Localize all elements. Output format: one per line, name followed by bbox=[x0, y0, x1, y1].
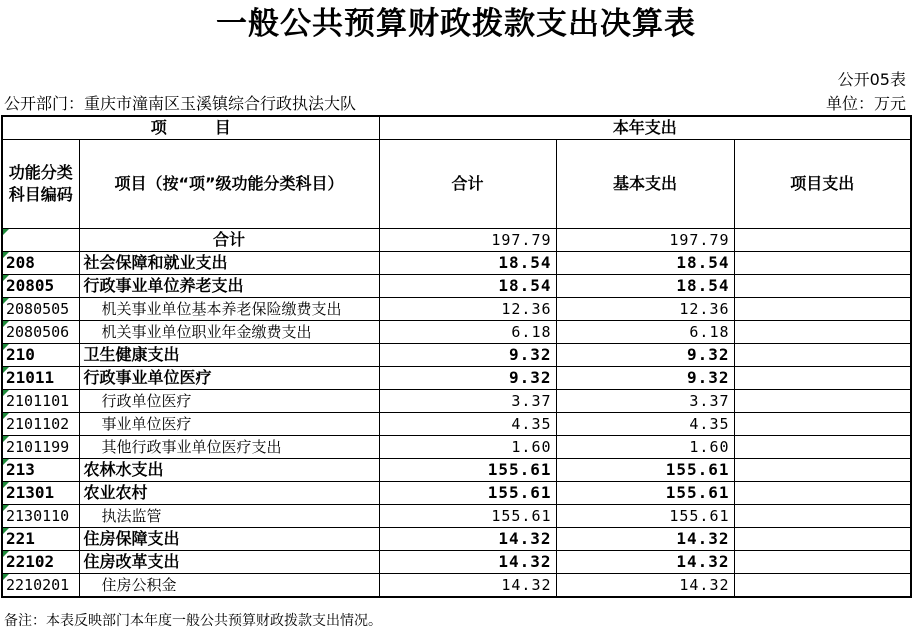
header-func-code: 功能分类科目编码 bbox=[2, 140, 79, 229]
row-basic-text: 14.32 bbox=[679, 576, 730, 594]
expenditure-table bbox=[1, 115, 912, 598]
row-basic-text: 9.32 bbox=[686, 368, 730, 387]
header-total: 合计 bbox=[379, 140, 556, 229]
row-project bbox=[734, 367, 911, 390]
row-basic bbox=[556, 505, 734, 528]
row-basic-text: 18.54 bbox=[676, 253, 730, 272]
row-basic-text: 1.60 bbox=[689, 438, 730, 456]
row-code bbox=[2, 344, 79, 367]
row-basic bbox=[556, 344, 734, 367]
row-code-text: 2101102 bbox=[6, 415, 70, 433]
row-code-text: 2101199 bbox=[6, 438, 70, 456]
table-row bbox=[2, 459, 911, 482]
row-basic-text: 155.61 bbox=[669, 507, 730, 525]
row-code bbox=[2, 298, 79, 321]
row-basic-text: 6.18 bbox=[689, 323, 730, 341]
row-name-text: 行政事业单位医疗 bbox=[83, 368, 212, 387]
row-name-text: 农业农村 bbox=[83, 483, 148, 502]
table-row bbox=[2, 298, 911, 321]
cell-marker-icon bbox=[3, 229, 9, 235]
row-code bbox=[2, 413, 79, 436]
table-row bbox=[2, 528, 911, 551]
row-name bbox=[79, 275, 379, 298]
row-total bbox=[379, 528, 556, 551]
row-basic bbox=[556, 459, 734, 482]
row-code-text: 210 bbox=[6, 345, 35, 364]
table-row bbox=[2, 505, 911, 528]
table-row bbox=[2, 574, 911, 598]
row-name-text: 住房改革支出 bbox=[83, 552, 180, 571]
row-project bbox=[734, 482, 911, 505]
row-total-text: 18.54 bbox=[498, 253, 552, 272]
row-code bbox=[2, 482, 79, 505]
row-code bbox=[2, 505, 79, 528]
row-name-text: 事业单位医疗 bbox=[101, 415, 192, 433]
cell-marker-icon bbox=[3, 528, 9, 534]
footnote: 备注：本表反映部门本年度一般公共预算财政拨款支出情况。 bbox=[4, 613, 382, 629]
row-code bbox=[2, 528, 79, 551]
row-total bbox=[379, 321, 556, 344]
row-basic-text: 14.32 bbox=[676, 529, 730, 548]
row-basic-text: 155.61 bbox=[665, 460, 730, 479]
row-project bbox=[734, 459, 911, 482]
cell-marker-icon bbox=[3, 505, 9, 511]
row-name bbox=[79, 459, 379, 482]
cell-marker-icon bbox=[3, 321, 9, 327]
row-project bbox=[734, 505, 911, 528]
unit-label: 单位：万元 bbox=[825, 94, 906, 113]
row-code-text: 2130110 bbox=[6, 507, 70, 525]
cell-marker-icon bbox=[3, 275, 9, 281]
table-row bbox=[2, 482, 911, 505]
row-code bbox=[2, 275, 79, 298]
row-project bbox=[734, 252, 911, 275]
row-name bbox=[79, 390, 379, 413]
row-total bbox=[379, 367, 556, 390]
row-total bbox=[379, 459, 556, 482]
row-name-text: 机关事业单位职业年金缴费支出 bbox=[101, 323, 312, 341]
row-basic bbox=[556, 528, 734, 551]
row-name bbox=[79, 436, 379, 459]
cell-marker-icon bbox=[3, 436, 9, 442]
cell-marker-icon bbox=[3, 551, 9, 557]
row-project bbox=[734, 413, 911, 436]
row-code-text: 20805 bbox=[6, 276, 55, 295]
row-project bbox=[734, 436, 911, 459]
row-name bbox=[79, 367, 379, 390]
row-total bbox=[379, 275, 556, 298]
row-total-text: 9.32 bbox=[508, 368, 552, 387]
row-total bbox=[379, 252, 556, 275]
header-project: 项 目 bbox=[2, 116, 379, 140]
row-basic-text: 12.36 bbox=[679, 300, 730, 318]
row-code bbox=[2, 436, 79, 459]
row-basic-text: 3.37 bbox=[689, 392, 730, 410]
row-code-text: 22102 bbox=[6, 552, 55, 571]
row-name-text: 行政单位医疗 bbox=[101, 392, 192, 410]
table-row bbox=[2, 551, 911, 574]
row-basic-text: 14.32 bbox=[676, 552, 730, 571]
row-project bbox=[734, 551, 911, 574]
row-total-text: 9.32 bbox=[508, 345, 552, 364]
row-project bbox=[734, 574, 911, 598]
row-name bbox=[79, 482, 379, 505]
row-name bbox=[79, 528, 379, 551]
cell-marker-icon bbox=[3, 413, 9, 419]
row-code bbox=[2, 574, 79, 598]
row-basic bbox=[556, 436, 734, 459]
row-project bbox=[734, 298, 911, 321]
table-row bbox=[2, 413, 911, 436]
row-code bbox=[2, 551, 79, 574]
header-project-exp: 项目支出 bbox=[734, 140, 911, 229]
row-total-text: 155.61 bbox=[491, 507, 552, 525]
row-code-text: 221 bbox=[6, 529, 35, 548]
header-basic: 基本支出 bbox=[556, 140, 734, 229]
row-total-text: 4.35 bbox=[511, 415, 552, 433]
row-basic-text: 4.35 bbox=[689, 415, 730, 433]
row-name-text: 社会保障和就业支出 bbox=[83, 253, 228, 272]
table-row bbox=[2, 275, 911, 298]
row-code-text: 213 bbox=[6, 460, 35, 479]
row-total-text: 155.61 bbox=[487, 460, 552, 479]
row-code-text: 2210201 bbox=[6, 576, 70, 594]
row-project bbox=[734, 390, 911, 413]
row-name-text: 卫生健康支出 bbox=[83, 345, 180, 364]
table-row bbox=[2, 390, 911, 413]
row-name bbox=[79, 505, 379, 528]
row-code-text: 2101101 bbox=[6, 392, 70, 410]
row-name-text: 机关事业单位基本养老保险缴费支出 bbox=[101, 300, 342, 318]
cell-marker-icon bbox=[3, 390, 9, 396]
row-code bbox=[2, 252, 79, 275]
row-total-text: 14.32 bbox=[501, 576, 552, 594]
row-total-text: 6.18 bbox=[511, 323, 552, 341]
row-total bbox=[379, 413, 556, 436]
total-total: 197.79 bbox=[379, 229, 556, 252]
row-name-text: 农林水支出 bbox=[83, 460, 164, 479]
row-basic bbox=[556, 574, 734, 598]
row-total bbox=[379, 574, 556, 598]
row-total bbox=[379, 482, 556, 505]
total-project bbox=[734, 229, 911, 252]
row-total-text: 14.32 bbox=[498, 552, 552, 571]
row-name-text: 执法监管 bbox=[101, 507, 162, 525]
row-code-text: 2080506 bbox=[6, 323, 70, 341]
row-total-text: 14.32 bbox=[498, 529, 552, 548]
row-total bbox=[379, 344, 556, 367]
cell-marker-icon bbox=[3, 344, 9, 350]
row-total bbox=[379, 390, 556, 413]
total-code-cell bbox=[2, 229, 79, 252]
row-name bbox=[79, 252, 379, 275]
row-basic bbox=[556, 298, 734, 321]
row-total-text: 155.61 bbox=[487, 483, 552, 502]
row-basic bbox=[556, 367, 734, 390]
table-row bbox=[2, 321, 911, 344]
row-name bbox=[79, 321, 379, 344]
row-project bbox=[734, 528, 911, 551]
header-item-name: 项目（按“项”级功能分类科目） bbox=[79, 140, 379, 229]
cell-marker-icon bbox=[3, 252, 9, 258]
department-label: 公开部门：重庆市潼南区玉溪镇综合行政执法大队 bbox=[4, 94, 357, 113]
row-total-text: 3.37 bbox=[511, 392, 552, 410]
row-name bbox=[79, 413, 379, 436]
row-basic bbox=[556, 482, 734, 505]
row-code-text: 208 bbox=[6, 253, 35, 272]
row-code bbox=[2, 459, 79, 482]
row-total bbox=[379, 298, 556, 321]
row-code-text: 21011 bbox=[6, 368, 55, 387]
row-name bbox=[79, 551, 379, 574]
table-row bbox=[2, 436, 911, 459]
row-name-text: 住房保障支出 bbox=[83, 529, 180, 548]
cell-marker-icon bbox=[3, 367, 9, 373]
row-basic-text: 9.32 bbox=[686, 345, 730, 364]
row-name bbox=[79, 298, 379, 321]
row-name bbox=[79, 574, 379, 598]
row-code-text: 2080505 bbox=[6, 300, 70, 318]
cell-marker-icon bbox=[3, 574, 9, 580]
cell-marker-icon bbox=[3, 459, 9, 465]
total-label: 合计 bbox=[79, 229, 379, 252]
row-basic bbox=[556, 321, 734, 344]
row-code bbox=[2, 367, 79, 390]
row-code bbox=[2, 390, 79, 413]
row-basic bbox=[556, 275, 734, 298]
row-code bbox=[2, 321, 79, 344]
table-row bbox=[2, 344, 911, 367]
cell-marker-icon bbox=[3, 298, 9, 304]
cell-marker-icon bbox=[3, 482, 9, 488]
row-basic-text: 18.54 bbox=[676, 276, 730, 295]
row-total-text: 18.54 bbox=[498, 276, 552, 295]
form-number: 公开05表 bbox=[837, 70, 906, 89]
report-title: 一般公共预算财政拨款支出决算表 bbox=[216, 6, 696, 42]
row-code-text: 21301 bbox=[6, 483, 55, 502]
row-basic bbox=[556, 390, 734, 413]
row-basic bbox=[556, 551, 734, 574]
row-basic bbox=[556, 413, 734, 436]
row-total bbox=[379, 551, 556, 574]
table-row bbox=[2, 367, 911, 390]
header-current-year: 本年支出 bbox=[379, 116, 911, 140]
row-total-text: 12.36 bbox=[501, 300, 552, 318]
total-basic: 197.79 bbox=[556, 229, 734, 252]
row-name-text: 住房公积金 bbox=[101, 576, 177, 594]
row-project bbox=[734, 321, 911, 344]
row-basic bbox=[556, 252, 734, 275]
row-name-text: 其他行政事业单位医疗支出 bbox=[101, 438, 282, 456]
total-row bbox=[2, 229, 911, 252]
table-row bbox=[2, 252, 911, 275]
row-name bbox=[79, 344, 379, 367]
row-total-text: 1.60 bbox=[511, 438, 552, 456]
row-name-text: 行政事业单位养老支出 bbox=[83, 276, 244, 295]
row-basic-text: 155.61 bbox=[665, 483, 730, 502]
row-total bbox=[379, 505, 556, 528]
row-project bbox=[734, 344, 911, 367]
row-project bbox=[734, 275, 911, 298]
row-total bbox=[379, 436, 556, 459]
